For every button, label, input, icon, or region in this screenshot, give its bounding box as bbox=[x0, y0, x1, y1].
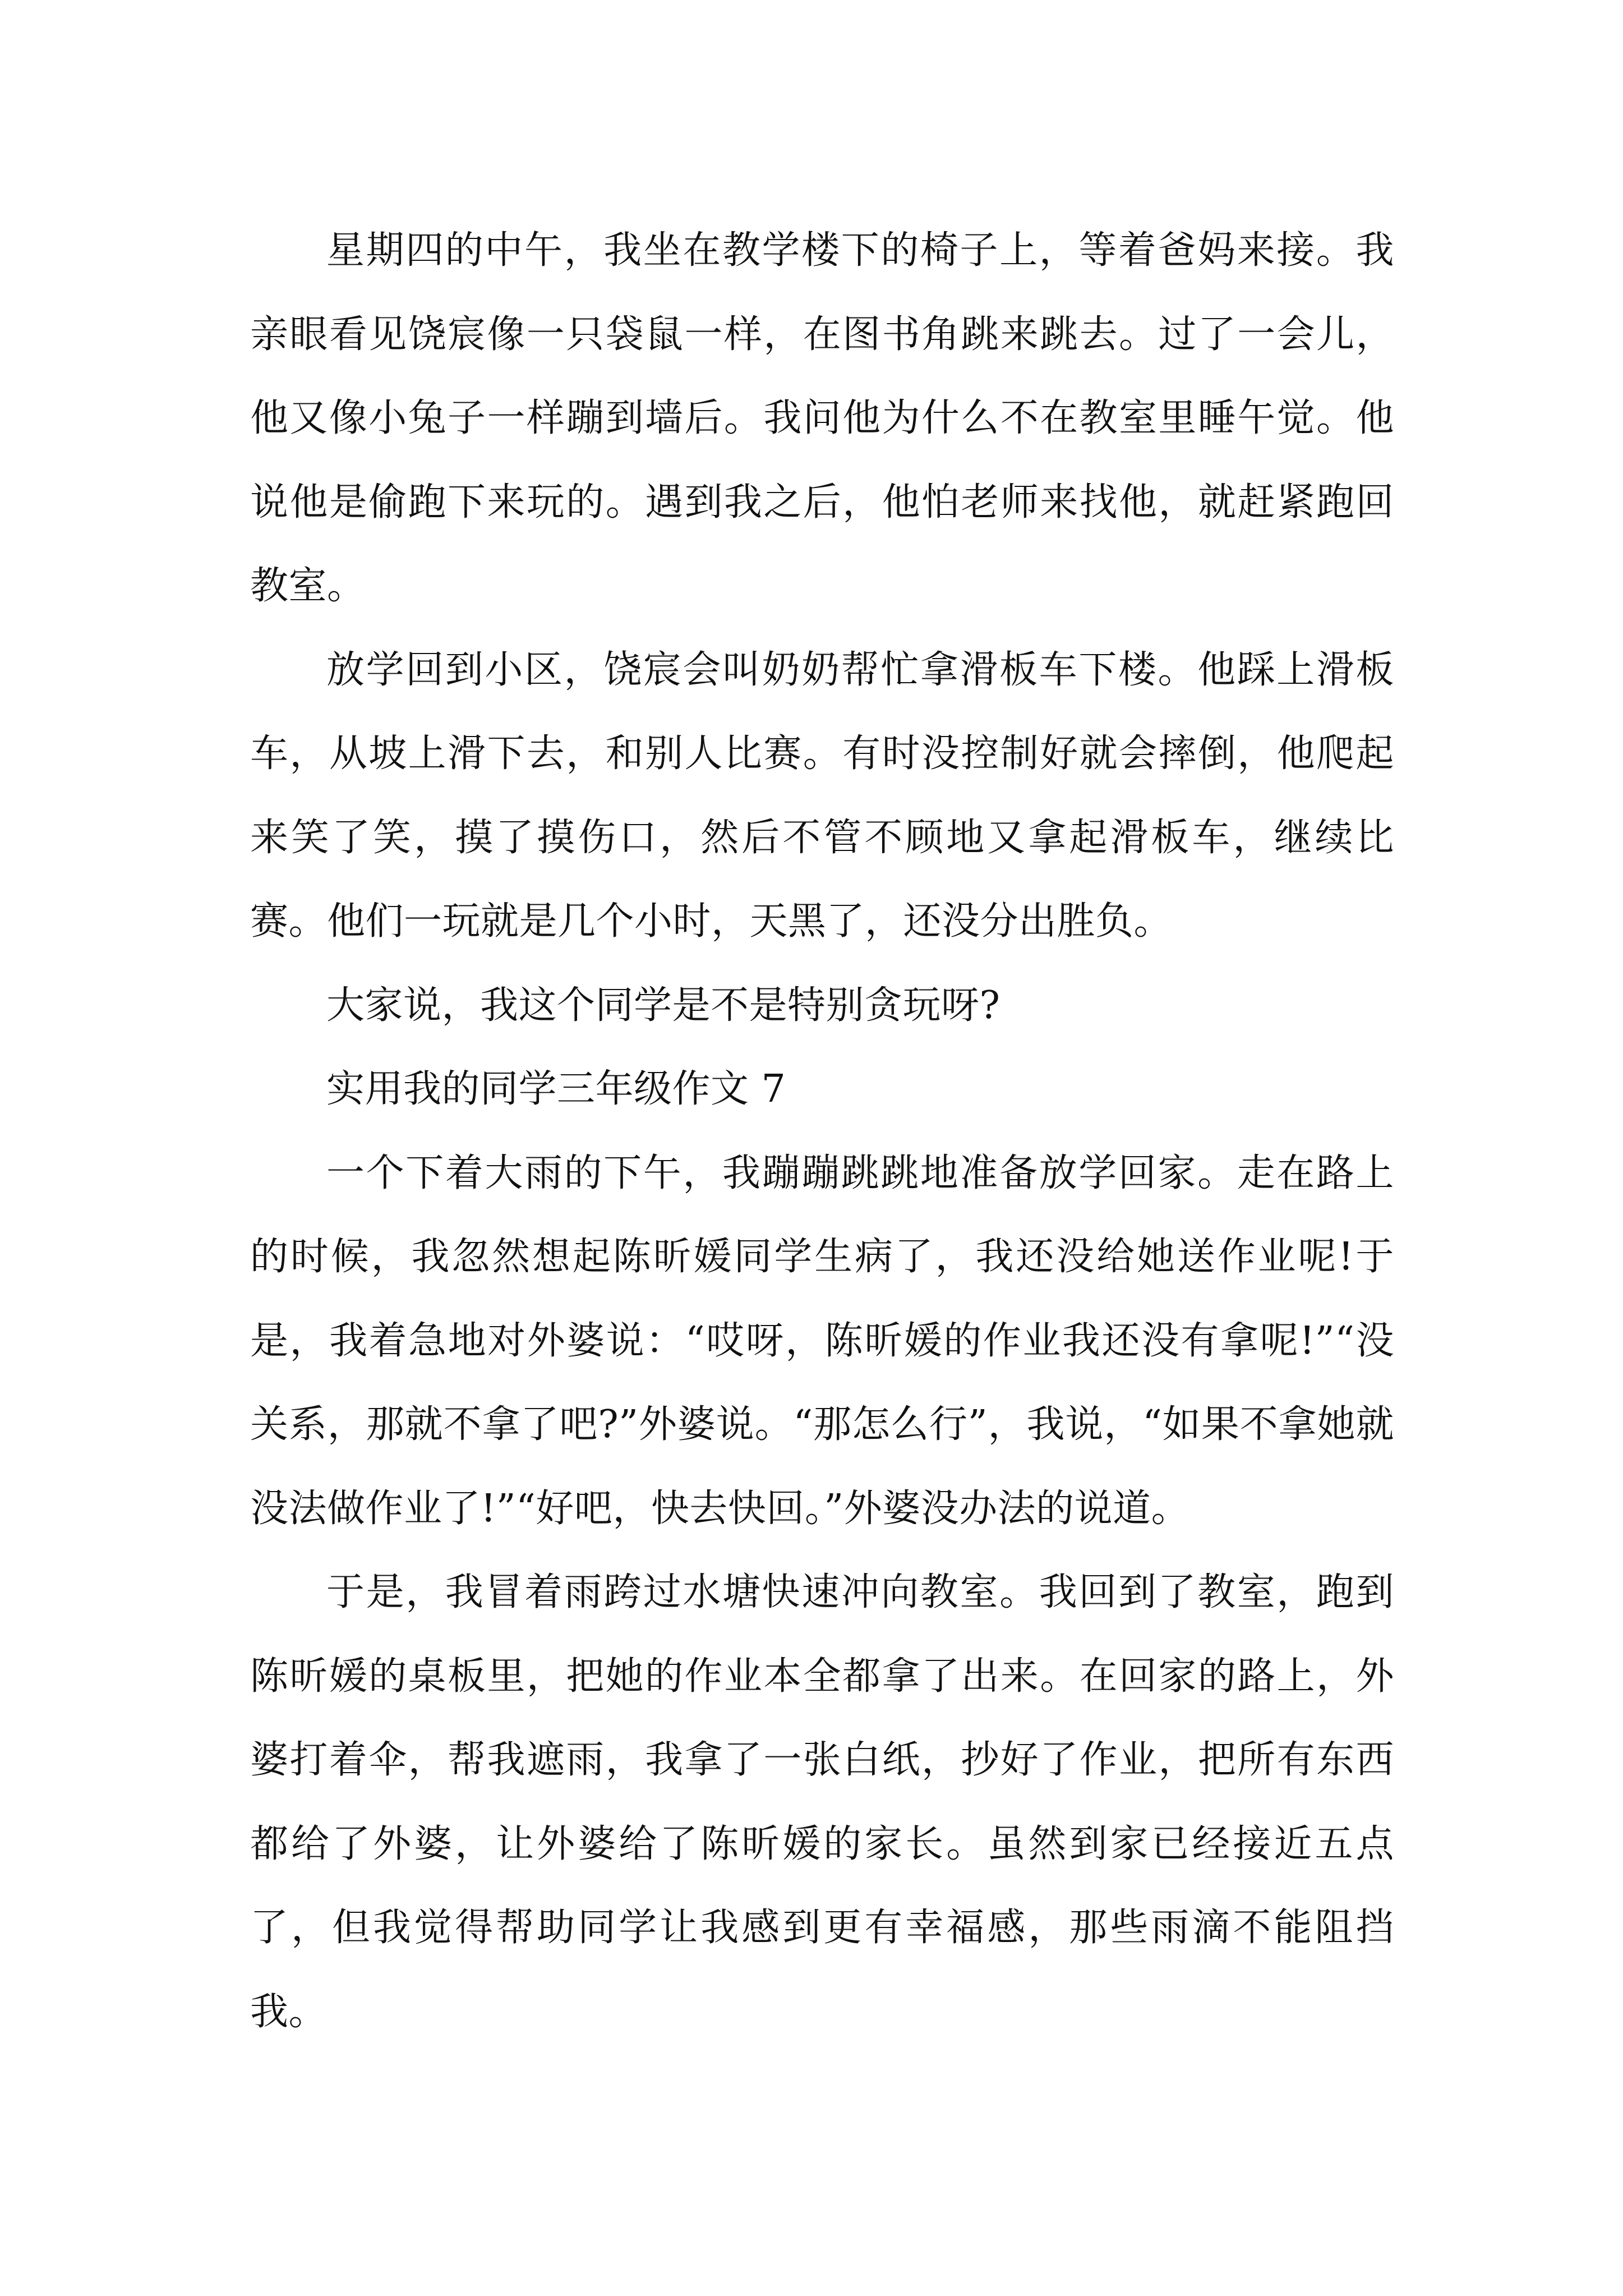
section-title: 实用我的同学三年级作文 7 bbox=[326, 1067, 786, 1111]
paragraph-rainy-afternoon: 一个下着大雨的下午，我蹦蹦跳跳地准备放学回家。走在路上的时候，我忽然想起陈昕媛同学生病了，我还没给她送作业呢!于是，我着急地对外婆说：“哎呀，陈昕媛的作业我还没有拿呢!”“没关系，那就不拿了吧?”外婆说。“那怎么行”，我说，“如果不拿她就没法做作业了!”“好吧，快去快回。”外婆没办法的说道。 bbox=[250, 1151, 1394, 1531]
paragraph-scooter: 放学回到小区，饶宸会叫奶奶帮忙拿滑板车下楼。他踩上滑板车，从坡上滑下去，和别人比赛。有时没控制好就会摔倒，他爬起来笑了笑，摸了摸伤口，然后不管不顾地又拿起滑板车，继续比赛。他们一玩就是几个小时，天黑了，还没分出胜负。 bbox=[250, 647, 1394, 944]
paragraph-homework-delivery: 于是，我冒着雨跨过水塘快速冲向教室。我回到了教室，跑到陈昕媛的桌板里，把她的作业本全都拿了出来。在回家的路上，外婆打着伞，帮我遮雨，我拿了一张白纸，抄好了作业，把所有东西都给了外婆，让外婆给了陈昕媛的家长。虽然到家已经接近五点了，但我觉得帮助同学让我感到更有幸福感，那些雨滴不能阻挡我。 bbox=[250, 1570, 1394, 2034]
document-body bbox=[250, 209, 1394, 2054]
paragraph-lunch-break: 星期四的中午，我坐在教学楼下的椅子上，等着爸妈来接。我亲眼看见饶宸像一只袋鼠一样，在图书角跳来跳去。过了一会儿，他又像小兔子一样蹦到墙后。我问他为什么不在教室里睡午觉。他说他是偷跑下来玩的。遇到我之后，他怕老师来找他，就赶紧跑回教室。 bbox=[250, 228, 1394, 608]
paragraph-question: 大家说，我这个同学是不是特别贪玩呀? bbox=[326, 983, 1000, 1028]
